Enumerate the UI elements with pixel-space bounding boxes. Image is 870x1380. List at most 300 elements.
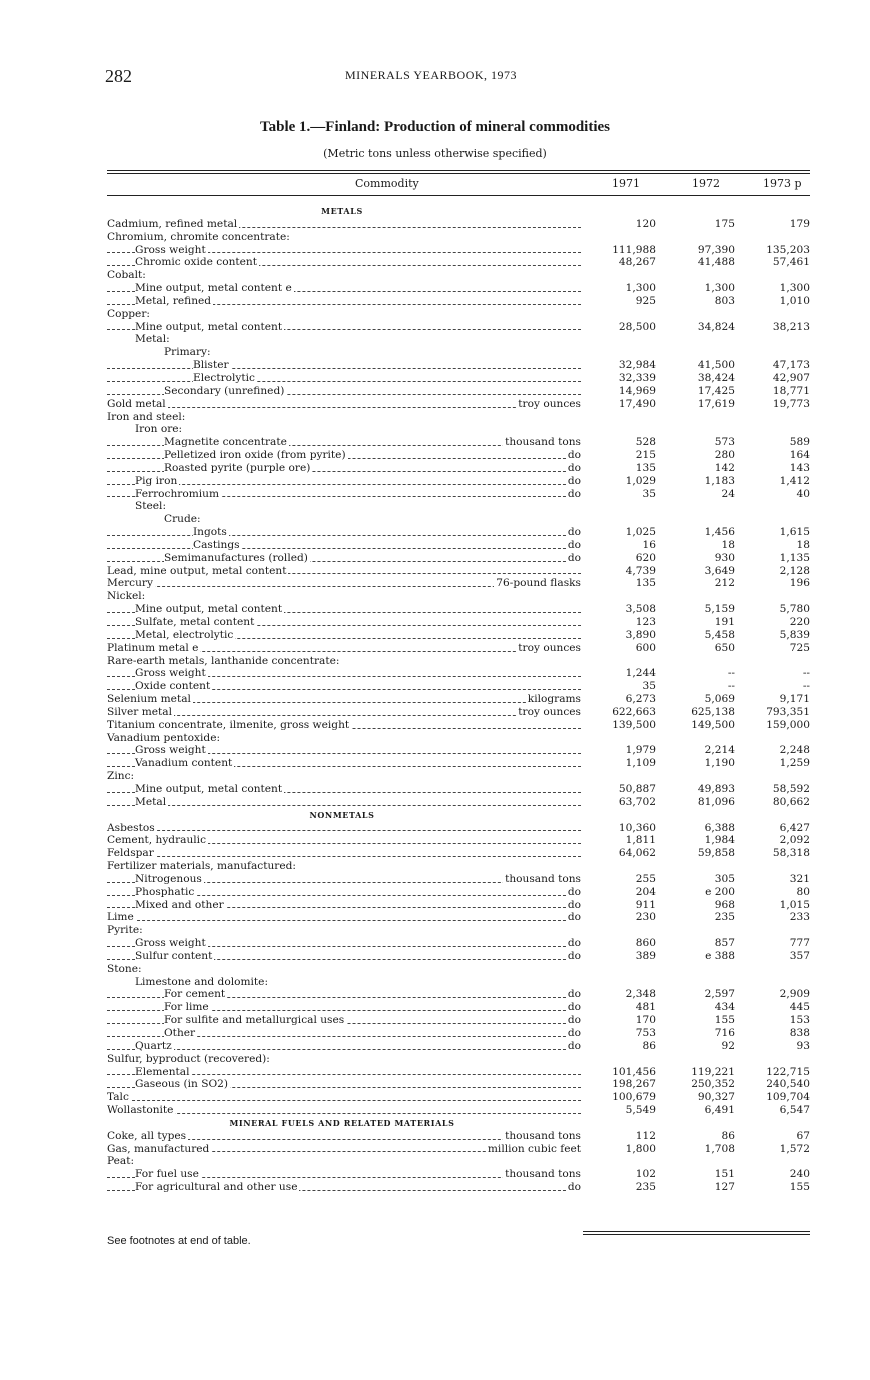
value-1971: 10,360 bbox=[618, 821, 656, 834]
commodity-label: Nitrogenous bbox=[135, 872, 202, 885]
header-rule bbox=[107, 195, 810, 196]
table-row bbox=[107, 719, 810, 732]
value-1973: 58,592 bbox=[772, 782, 810, 795]
value-1971: 1,109 bbox=[625, 757, 656, 770]
value-1972: 650 bbox=[714, 641, 735, 654]
unit-label: million cubic feet bbox=[487, 1142, 581, 1155]
table-row bbox=[107, 744, 810, 757]
value-1971: 528 bbox=[635, 436, 656, 449]
commodity-label: Mine output, metal content bbox=[135, 782, 283, 795]
value-1971: 5,549 bbox=[625, 1104, 656, 1117]
commodity-label: Copper: bbox=[107, 307, 150, 320]
table-row bbox=[107, 629, 810, 642]
commodity-label: Titanium concentrate, ilmenite, gross weight bbox=[107, 718, 350, 731]
table-row bbox=[107, 924, 810, 937]
table-row bbox=[107, 565, 810, 578]
value-1972: 119,221 bbox=[691, 1065, 735, 1078]
section-heading bbox=[107, 205, 810, 218]
commodity-label: For agricultural and other use bbox=[135, 1181, 298, 1194]
value-1973: 47,173 bbox=[772, 359, 810, 372]
table-row bbox=[107, 449, 810, 462]
value-1973: 1,259 bbox=[779, 757, 810, 770]
commodity-label: Gold metal bbox=[107, 397, 166, 410]
table-row bbox=[107, 1053, 810, 1066]
table-row bbox=[107, 488, 810, 501]
value-1972: 24 bbox=[721, 487, 735, 500]
value-1973: 109,704 bbox=[766, 1091, 810, 1104]
commodity-label: Phosphatic bbox=[135, 885, 195, 898]
value-1971: 860 bbox=[635, 937, 656, 950]
value-1971: 86 bbox=[642, 1039, 656, 1052]
footnote: See footnotes at end of table. bbox=[107, 1235, 251, 1247]
commodity-label: Roasted pyrite (purple ore) bbox=[164, 461, 311, 474]
commodity-label: Peat: bbox=[107, 1155, 135, 1168]
dot-leader bbox=[107, 1104, 581, 1117]
value-1972: 41,488 bbox=[697, 256, 735, 269]
value-1973: 57,461 bbox=[772, 256, 810, 269]
value-1973: 589 bbox=[789, 436, 810, 449]
value-1973: 159,000 bbox=[766, 718, 810, 731]
commodity-label: Selenium metal bbox=[107, 693, 191, 706]
value-1973: 2,092 bbox=[779, 834, 810, 847]
value-1972: 86 bbox=[721, 1129, 735, 1142]
value-1972: 81,096 bbox=[697, 795, 735, 808]
unit-label: do bbox=[567, 538, 581, 551]
value-1972: 59,858 bbox=[697, 847, 735, 860]
unit-label: do bbox=[567, 898, 581, 911]
commodity-label: Metal bbox=[135, 795, 167, 808]
table-row bbox=[107, 282, 810, 295]
value-1973: 2,248 bbox=[779, 744, 810, 757]
dot-leader bbox=[107, 847, 581, 860]
value-1972: 5,069 bbox=[704, 693, 735, 706]
value-1972: 90,327 bbox=[697, 1091, 735, 1104]
unit-label: troy ounces bbox=[518, 641, 581, 654]
value-1971: 63,702 bbox=[618, 795, 656, 808]
table-row bbox=[107, 1078, 810, 1091]
table-row bbox=[107, 950, 810, 963]
value-1971: 1,811 bbox=[625, 834, 656, 847]
unit-label: do bbox=[567, 487, 581, 500]
table-row bbox=[107, 218, 810, 231]
bottom-rule bbox=[583, 1231, 810, 1232]
value-1973: 42,907 bbox=[772, 371, 810, 384]
value-1973: 240,540 bbox=[766, 1078, 810, 1091]
unit-label: do bbox=[567, 949, 581, 962]
value-1973: 1,015 bbox=[779, 898, 810, 911]
column-header-1971: 1971 bbox=[612, 177, 640, 190]
commodity-label: Talc bbox=[107, 1091, 129, 1104]
commodity-label: Coke, all types bbox=[107, 1129, 187, 1142]
commodity-label: Gross weight bbox=[135, 744, 206, 757]
table-row bbox=[107, 911, 810, 924]
unit-label: do bbox=[567, 911, 581, 924]
table-row bbox=[107, 783, 810, 796]
commodity-label: Chromium, chromite concentrate: bbox=[107, 230, 290, 243]
value-1973: 233 bbox=[789, 911, 810, 924]
value-1973: 155 bbox=[789, 1181, 810, 1194]
table-row bbox=[107, 1040, 810, 1053]
table-row bbox=[107, 1001, 810, 1014]
page-number: 282 bbox=[105, 66, 132, 86]
table-row bbox=[107, 988, 810, 1001]
commodity-label: Gross weight bbox=[135, 667, 206, 680]
table-row bbox=[107, 552, 810, 565]
table-row bbox=[107, 244, 810, 257]
commodity-label: Asbestos bbox=[107, 821, 155, 834]
commodity-label: For cement bbox=[164, 988, 226, 1001]
commodity-label: Zinc: bbox=[107, 770, 135, 783]
running-head: MINERALS YEARBOOK, 1973 bbox=[345, 68, 518, 82]
table-row bbox=[107, 873, 810, 886]
value-1973: 19,773 bbox=[772, 397, 810, 410]
commodity-label: Gross weight bbox=[135, 937, 206, 950]
value-1972: 127 bbox=[714, 1181, 735, 1194]
unit-label: troy ounces bbox=[518, 397, 581, 410]
value-1972: 803 bbox=[714, 294, 735, 307]
table-row bbox=[107, 500, 810, 513]
value-1972: 280 bbox=[714, 449, 735, 462]
table-row bbox=[107, 436, 810, 449]
table-row bbox=[107, 757, 810, 770]
table-row bbox=[107, 770, 810, 783]
value-1973: 179 bbox=[789, 217, 810, 230]
value-1972: -- bbox=[727, 667, 735, 680]
value-1971: 1,800 bbox=[625, 1142, 656, 1155]
value-1973: -- bbox=[802, 667, 810, 680]
table-row bbox=[107, 796, 810, 809]
commodity-label: Metal, electrolytic bbox=[135, 628, 234, 641]
commodity-label: Ingots bbox=[193, 526, 227, 539]
commodity-label: Vanadium pentoxide: bbox=[107, 731, 221, 744]
value-1971: 2,348 bbox=[625, 988, 656, 1001]
value-1971: 4,739 bbox=[625, 564, 656, 577]
commodity-label: Mine output, metal content e bbox=[135, 282, 292, 295]
value-1972: 2,597 bbox=[704, 988, 735, 1001]
value-1971: 255 bbox=[635, 872, 656, 885]
value-1971: 3,890 bbox=[625, 628, 656, 641]
page-header bbox=[105, 66, 815, 88]
value-1973: 240 bbox=[789, 1168, 810, 1181]
commodity-label: Pig iron bbox=[135, 474, 178, 487]
table-row bbox=[107, 590, 810, 603]
table-row bbox=[107, 526, 810, 539]
value-1971: 600 bbox=[635, 641, 656, 654]
value-1971: 620 bbox=[635, 551, 656, 564]
unit-label: do bbox=[567, 551, 581, 564]
value-1973: 80 bbox=[796, 885, 810, 898]
commodity-label: Quartz bbox=[135, 1039, 172, 1052]
commodity-label: Mixed and other bbox=[135, 898, 224, 911]
commodity-label: Crude: bbox=[164, 513, 201, 526]
commodity-label: Blister bbox=[193, 359, 229, 372]
value-1973: 143 bbox=[789, 461, 810, 474]
value-1972: 18 bbox=[721, 538, 735, 551]
table-row bbox=[107, 462, 810, 475]
value-1972: 1,190 bbox=[704, 757, 735, 770]
value-1971: 204 bbox=[635, 885, 656, 898]
table-row bbox=[107, 693, 810, 706]
table-row bbox=[107, 1014, 810, 1027]
value-1971: 911 bbox=[635, 898, 656, 911]
table-row bbox=[107, 860, 810, 873]
commodity-label: Pyrite: bbox=[107, 924, 143, 937]
table-body bbox=[107, 205, 810, 1194]
unit-label: do bbox=[567, 1014, 581, 1027]
commodity-label: Feldspar bbox=[107, 847, 154, 860]
value-1972: -- bbox=[727, 680, 735, 693]
commodity-label: Chromic oxide content bbox=[135, 256, 258, 269]
value-1973: 6,547 bbox=[779, 1104, 810, 1117]
unit-label: thousand tons bbox=[505, 872, 581, 885]
value-1973: 220 bbox=[789, 616, 810, 628]
dot-leader bbox=[107, 822, 581, 835]
table-row bbox=[107, 539, 810, 552]
dot-leader bbox=[107, 1040, 581, 1053]
value-1971: 3,508 bbox=[625, 603, 656, 616]
commodity-label: For fuel use bbox=[135, 1168, 199, 1181]
value-1972: 49,893 bbox=[697, 782, 735, 795]
value-1973: 1,135 bbox=[779, 551, 810, 564]
value-1973: 357 bbox=[789, 949, 810, 962]
value-1972: 2,214 bbox=[704, 744, 735, 757]
table-row bbox=[107, 1155, 810, 1168]
value-1972: 92 bbox=[721, 1039, 735, 1052]
value-1973: 38,213 bbox=[772, 320, 810, 333]
value-1973: 5,839 bbox=[779, 628, 810, 641]
unit-label: do bbox=[567, 988, 581, 1001]
dot-leader bbox=[107, 706, 581, 719]
table-row bbox=[107, 937, 810, 950]
commodity-label: Silver metal bbox=[107, 705, 172, 718]
section-heading bbox=[107, 1117, 810, 1130]
value-1972: 573 bbox=[714, 436, 735, 449]
value-1973: -- bbox=[802, 680, 810, 693]
unit-label: do bbox=[567, 1001, 581, 1014]
value-1971: 389 bbox=[635, 949, 656, 962]
value-1971: 120 bbox=[635, 217, 656, 230]
table-row bbox=[107, 976, 810, 989]
table-row bbox=[107, 616, 810, 629]
value-1971: 101,456 bbox=[612, 1065, 656, 1078]
unit-label: do bbox=[567, 1027, 581, 1039]
commodity-label: Ferrochromium bbox=[135, 487, 220, 500]
value-1972: 17,619 bbox=[697, 397, 735, 410]
value-1972: 930 bbox=[714, 551, 735, 564]
value-1971: 102 bbox=[635, 1168, 656, 1181]
table-row bbox=[107, 308, 810, 321]
column-header-1973: 1973 p bbox=[763, 177, 802, 190]
commodity-label: Secondary (unrefined) bbox=[164, 384, 285, 397]
dot-leader bbox=[107, 796, 581, 809]
table-row bbox=[107, 372, 810, 385]
table-row bbox=[107, 1027, 810, 1040]
value-1971: 17,490 bbox=[618, 397, 656, 410]
section-label: MINERAL FUELS AND RELATED MATERIALS bbox=[229, 1117, 455, 1128]
table-row bbox=[107, 411, 810, 424]
unit-label: do bbox=[567, 449, 581, 462]
value-1973: 135,203 bbox=[766, 243, 810, 256]
value-1973: 9,171 bbox=[779, 693, 810, 706]
commodity-label: Gross weight bbox=[135, 243, 206, 256]
commodity-label: Platinum metal e bbox=[107, 641, 199, 654]
value-1971: 111,988 bbox=[612, 243, 656, 256]
section-label: NONMETALS bbox=[309, 809, 375, 820]
value-1971: 170 bbox=[635, 1014, 656, 1027]
value-1972: 3,649 bbox=[704, 564, 735, 577]
bottom-rule-double bbox=[583, 1234, 810, 1235]
value-1971: 622,663 bbox=[612, 705, 656, 718]
value-1971: 6,273 bbox=[625, 693, 656, 706]
value-1973: 40 bbox=[796, 487, 810, 500]
table-row bbox=[107, 231, 810, 244]
value-1973: 1,412 bbox=[779, 474, 810, 487]
unit-label: 76-pound flasks bbox=[496, 577, 581, 590]
commodity-label: Sulfate, metal content bbox=[135, 616, 255, 628]
value-1972: 155 bbox=[714, 1014, 735, 1027]
value-1973: 5,780 bbox=[779, 603, 810, 616]
value-1972: 434 bbox=[714, 1001, 735, 1014]
value-1973: 6,427 bbox=[779, 821, 810, 834]
value-1972: 38,424 bbox=[697, 371, 735, 384]
value-1971: 139,500 bbox=[612, 718, 656, 731]
value-1973: 1,010 bbox=[779, 294, 810, 307]
value-1973: 1,572 bbox=[779, 1142, 810, 1155]
section-label: METALS bbox=[321, 206, 363, 216]
table-row bbox=[107, 1168, 810, 1181]
unit-label: troy ounces bbox=[518, 705, 581, 718]
table-row bbox=[107, 886, 810, 899]
table-row bbox=[107, 269, 810, 282]
value-1972: 151 bbox=[714, 1168, 735, 1181]
table-row bbox=[107, 847, 810, 860]
value-1971: 1,029 bbox=[625, 474, 656, 487]
value-1972: e 200 bbox=[705, 885, 735, 898]
table-row bbox=[107, 321, 810, 334]
commodity-label: Sulfur content bbox=[135, 949, 213, 962]
dot-leader bbox=[107, 911, 581, 924]
value-1972: 17,425 bbox=[697, 384, 735, 397]
value-1971: 135 bbox=[635, 577, 656, 590]
table-row bbox=[107, 822, 810, 835]
value-1971: 198,267 bbox=[612, 1078, 656, 1091]
value-1972: 34,824 bbox=[697, 320, 735, 333]
value-1972: 1,456 bbox=[704, 526, 735, 539]
commodity-label: For sulfite and metallurgical uses bbox=[164, 1014, 345, 1027]
value-1973: 2,909 bbox=[779, 988, 810, 1001]
commodity-label: Gas, manufactured bbox=[107, 1142, 210, 1155]
value-1973: 793,351 bbox=[766, 705, 810, 718]
table-row bbox=[107, 899, 810, 912]
value-1972: 41,500 bbox=[697, 359, 735, 372]
value-1972: 716 bbox=[714, 1027, 735, 1039]
commodity-label: For lime bbox=[164, 1001, 209, 1014]
value-1973: 196 bbox=[789, 577, 810, 590]
commodity-label: Limestone and dolomite: bbox=[135, 975, 269, 988]
value-1971: 925 bbox=[635, 294, 656, 307]
commodity-label: Lead, mine output, metal content bbox=[107, 564, 287, 577]
commodity-label: Metal: bbox=[135, 333, 170, 346]
value-1971: 1,244 bbox=[625, 667, 656, 680]
value-1973: 1,615 bbox=[779, 526, 810, 539]
table-row bbox=[107, 963, 810, 976]
commodity-label: Pelletized iron oxide (from pyrite) bbox=[164, 449, 346, 462]
table-row bbox=[107, 333, 810, 346]
unit-label: thousand tons bbox=[505, 1168, 581, 1181]
value-1972: 6,388 bbox=[704, 821, 735, 834]
value-1972: e 388 bbox=[705, 949, 735, 962]
value-1972: 1,984 bbox=[704, 834, 735, 847]
value-1972: 857 bbox=[714, 937, 735, 950]
value-1972: 250,352 bbox=[691, 1078, 735, 1091]
table-row bbox=[107, 834, 810, 847]
value-1971: 14,969 bbox=[618, 384, 656, 397]
unit-label: do bbox=[567, 1039, 581, 1052]
value-1973: 777 bbox=[789, 937, 810, 950]
value-1973: 18,771 bbox=[772, 384, 810, 397]
commodity-label: Primary: bbox=[164, 346, 211, 359]
table-row bbox=[107, 1181, 810, 1194]
table-row bbox=[107, 513, 810, 526]
commodity-label: Rare-earth metals, lanthanide concentrate: bbox=[107, 654, 340, 667]
value-1971: 112 bbox=[635, 1129, 656, 1142]
value-1972: 305 bbox=[714, 872, 735, 885]
commodity-label: Sulfur, byproduct (recovered): bbox=[107, 1052, 270, 1065]
value-1973: 321 bbox=[789, 872, 810, 885]
dot-leader bbox=[107, 398, 581, 411]
commodity-label: Stone: bbox=[107, 962, 142, 975]
table-row bbox=[107, 423, 810, 436]
table-row bbox=[107, 385, 810, 398]
unit-label: do bbox=[567, 461, 581, 474]
table-row bbox=[107, 1091, 810, 1104]
commodity-label: Other bbox=[164, 1027, 196, 1039]
commodity-label: Nickel: bbox=[107, 590, 146, 603]
commodity-label: Metal, refined bbox=[135, 294, 212, 307]
unit-label: do bbox=[567, 474, 581, 487]
table-title: Table 1.—Finland: Production of mineral commodities bbox=[259, 119, 610, 135]
value-1971: 32,339 bbox=[618, 371, 656, 384]
value-1972: 1,708 bbox=[704, 1142, 735, 1155]
value-1971: 135 bbox=[635, 461, 656, 474]
value-1973: 122,715 bbox=[766, 1065, 810, 1078]
value-1973: 838 bbox=[789, 1027, 810, 1039]
value-1972: 97,390 bbox=[697, 243, 735, 256]
commodity-label: Iron and steel: bbox=[107, 410, 186, 423]
value-1971: 123 bbox=[635, 616, 656, 628]
commodity-label: Castings bbox=[193, 538, 240, 551]
value-1972: 175 bbox=[714, 217, 735, 230]
table-row bbox=[107, 398, 810, 411]
value-1971: 1,300 bbox=[625, 282, 656, 295]
section-heading bbox=[107, 809, 810, 822]
dot-leader bbox=[107, 359, 581, 372]
value-1973: 67 bbox=[796, 1129, 810, 1142]
value-1973: 2,128 bbox=[779, 564, 810, 577]
value-1971: 64,062 bbox=[618, 847, 656, 860]
commodity-label: Vanadium content bbox=[135, 757, 233, 770]
table-row bbox=[107, 706, 810, 719]
value-1971: 32,984 bbox=[618, 359, 656, 372]
table-row bbox=[107, 1104, 810, 1117]
unit-label: do bbox=[567, 1181, 581, 1194]
value-1971: 16 bbox=[642, 538, 656, 551]
value-1971: 35 bbox=[642, 487, 656, 500]
commodity-label: Mercury bbox=[107, 577, 153, 590]
column-header-commodity: Commodity bbox=[355, 177, 419, 190]
commodity-label: Magnetite concentrate bbox=[164, 436, 287, 449]
column-header-1972: 1972 bbox=[692, 177, 720, 190]
